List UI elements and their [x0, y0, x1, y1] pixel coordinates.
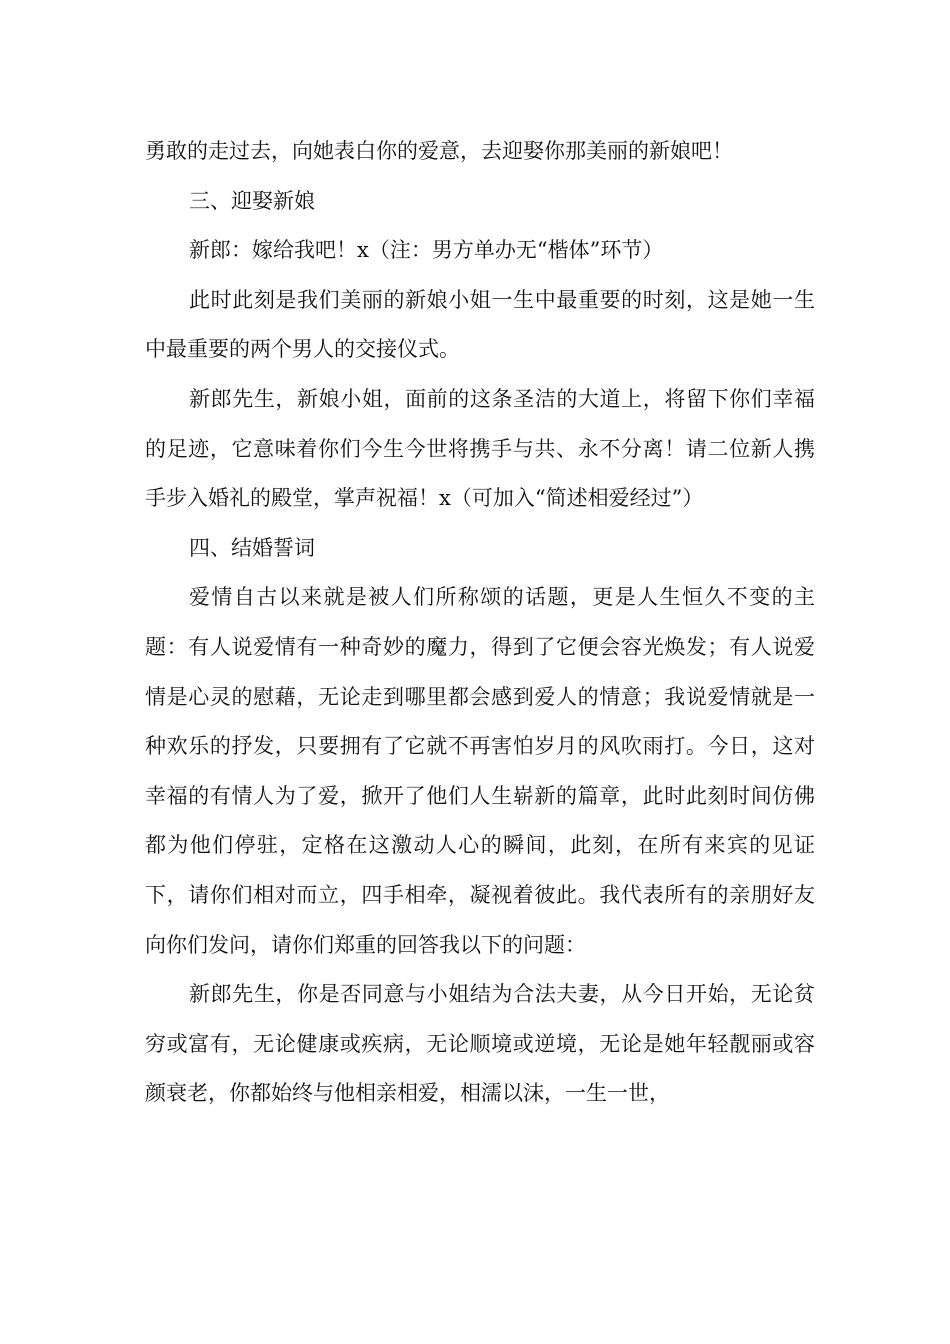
- section-heading-vows: 四、结婚誓词: [189, 535, 315, 560]
- paragraph-continuation: 勇敢的走过去，向她表白你的爱意，去迎娶你那美丽的新娘吧！: [145, 139, 733, 163]
- paragraph-groom-proposal: 新郎：嫁给我吧！x（注：男方单办无“楷体”环节）: [189, 238, 664, 263]
- document-body: [145, 127, 815, 1119]
- paragraph-walk-aisle: 新郎先生，新娘小姐，面前的这条圣洁的大道上，将留下你们幸福的足迹，它意味着你们今生今世将携手与共、永不分离！请二位新人携手步入婚礼的殿堂，掌声祝福！x（可加入“简述相爱经过”）: [145, 386, 815, 511]
- paragraph-groom-vow: 新郎先生，你是否同意与小姐结为合法夫妻，从今日开始，无论贫穷或富有，无论健康或疾病，无论顺境或逆境，无论是她年轻靓丽或容颜衰老，你都始终与他相亲相爱，相濡以沫，一生一世，: [145, 982, 815, 1106]
- section-heading-welcome-bride: 三、迎娶新娘: [189, 188, 315, 213]
- paragraph-handover: 此时此刻是我们美丽的新娘小姐一生中最重要的时刻，这是她一生中最重要的两个男人的交接仪式。: [145, 287, 815, 362]
- paragraph-love-speech: 爱情自古以来就是被人们所称颂的话题，更是人生恒久不变的主题：有人说爱情有一种奇妙的魔力，得到了它便会容光焕发；有人说爱情是心灵的慰藉，无论走到哪里都会感到爱人的情意；我说爱情就是一种欢乐的抒发，只要拥有了它就不再害怕岁月的风吹雨打。今日，这对幸福的有情人为了爱，掀开了他们人生崭新的篇章，此时此刻时间仿佛都为他们停驻，定格在这激动人心的瞬间，此刻，在所有来宾的见证下，请你们相对而立，四手相牵，凝视着彼此。我代表所有的亲朋好友向你们发问，请你们郑重的回答我以下的问题：: [145, 585, 815, 957]
